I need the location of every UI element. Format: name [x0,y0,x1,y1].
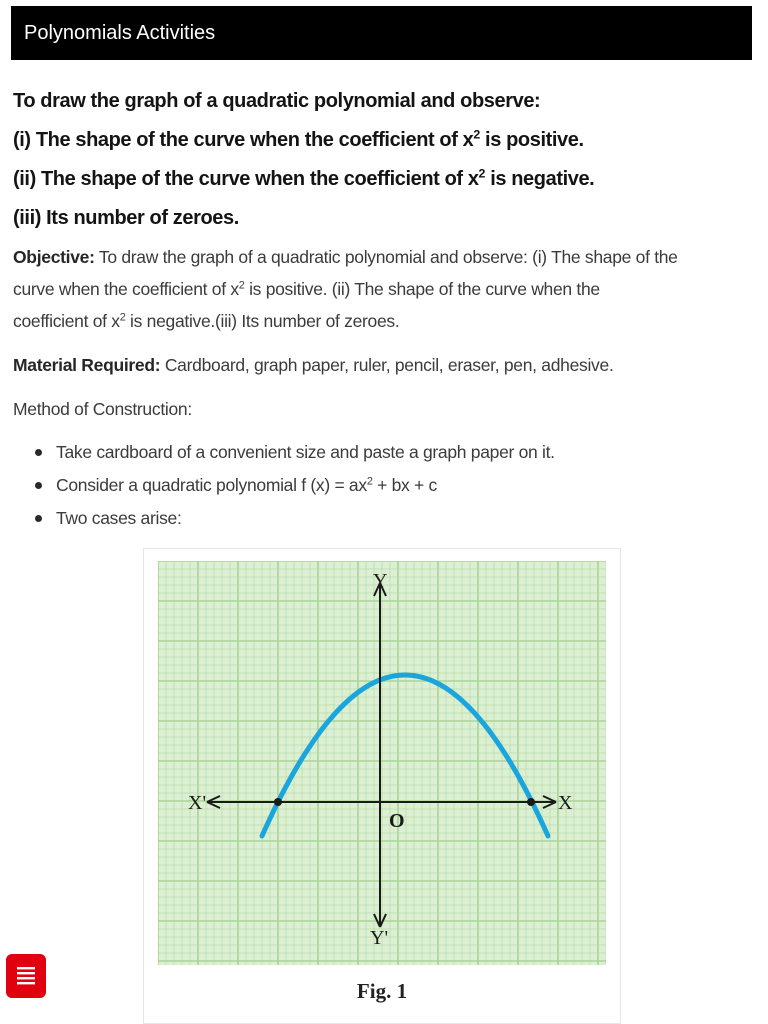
zero-point-right [527,798,535,806]
heading-zeroes-text: (iii) Its number of zeroes. [13,207,239,229]
construction-steps [13,436,733,535]
material-label: Material Required: [13,355,161,375]
list-item [13,502,733,535]
list-item [13,436,733,469]
heading-negative-text: (ii) The shape of the curve when the coefficient of x [13,168,479,190]
objective-line-3 [13,305,753,337]
activity-headings [13,82,753,238]
objective-paragraph [13,241,753,337]
objective-text-1: To draw the graph of a quadratic polynomial and observe: (i) The shape of the [94,247,678,267]
method-label: Method of Construction: [13,399,192,419]
objective-tail-2: is positive. (ii) The shape of the curve when the [244,279,600,299]
page-header-title: Polynomials Activities [24,21,216,44]
step-text-3: Two cases arise: [56,508,182,528]
list-icon [15,965,37,987]
heading-negative-exponent: 2 [478,166,486,181]
heading-positive-tail: is positive. [479,129,584,151]
figure-caption: Fig. 1 [356,979,408,1003]
heading-positive [13,121,753,160]
material-paragraph [13,349,753,381]
step-tail-2: + bx + c [372,475,437,495]
objective-line-1 [13,241,753,273]
label-y: Y [373,570,388,592]
objective-label: Objective: [13,247,95,267]
quadratic-graph [158,561,606,965]
zero-point-left [274,798,282,806]
label-x: X [558,792,573,814]
heading-positive-text: (i) The shape of the curve when the coefficient of x [13,129,474,151]
objective-text-3: coefficient of x [13,311,120,331]
heading-negative [13,160,753,199]
page-header [11,6,752,60]
method-heading [13,393,753,425]
heading-intro-text: To draw the graph of a quadratic polynomial and observe: [13,90,541,112]
step-exponent-2: 2 [366,475,373,488]
objective-exponent-3: 2 [119,311,126,324]
label-x-prime: X' [188,792,207,814]
list-item [13,469,733,502]
objective-text-2: curve when the coefficient of x [13,279,239,299]
heading-positive-exponent: 2 [473,127,480,142]
menu-button[interactable] [6,954,46,998]
figure-card [143,548,621,1024]
step-text-1: Take cardboard of a convenient size and paste a graph paper on it. [56,442,555,462]
heading-negative-tail: is negative. [485,168,595,190]
objective-exponent-2: 2 [238,279,245,292]
heading-intro [13,82,753,121]
step-text-2: Consider a quadratic polynomial f (x) = ax [56,475,367,495]
label-y-prime: Y' [370,927,389,949]
material-text: Cardboard, graph paper, ruler, pencil, eraser, pen, adhesive. [160,355,614,375]
objective-tail-3: is negative.(iii) Its number of zeroes. [125,311,400,331]
label-origin: O [389,810,405,832]
objective-line-2 [13,273,753,305]
heading-zeroes [13,199,753,238]
